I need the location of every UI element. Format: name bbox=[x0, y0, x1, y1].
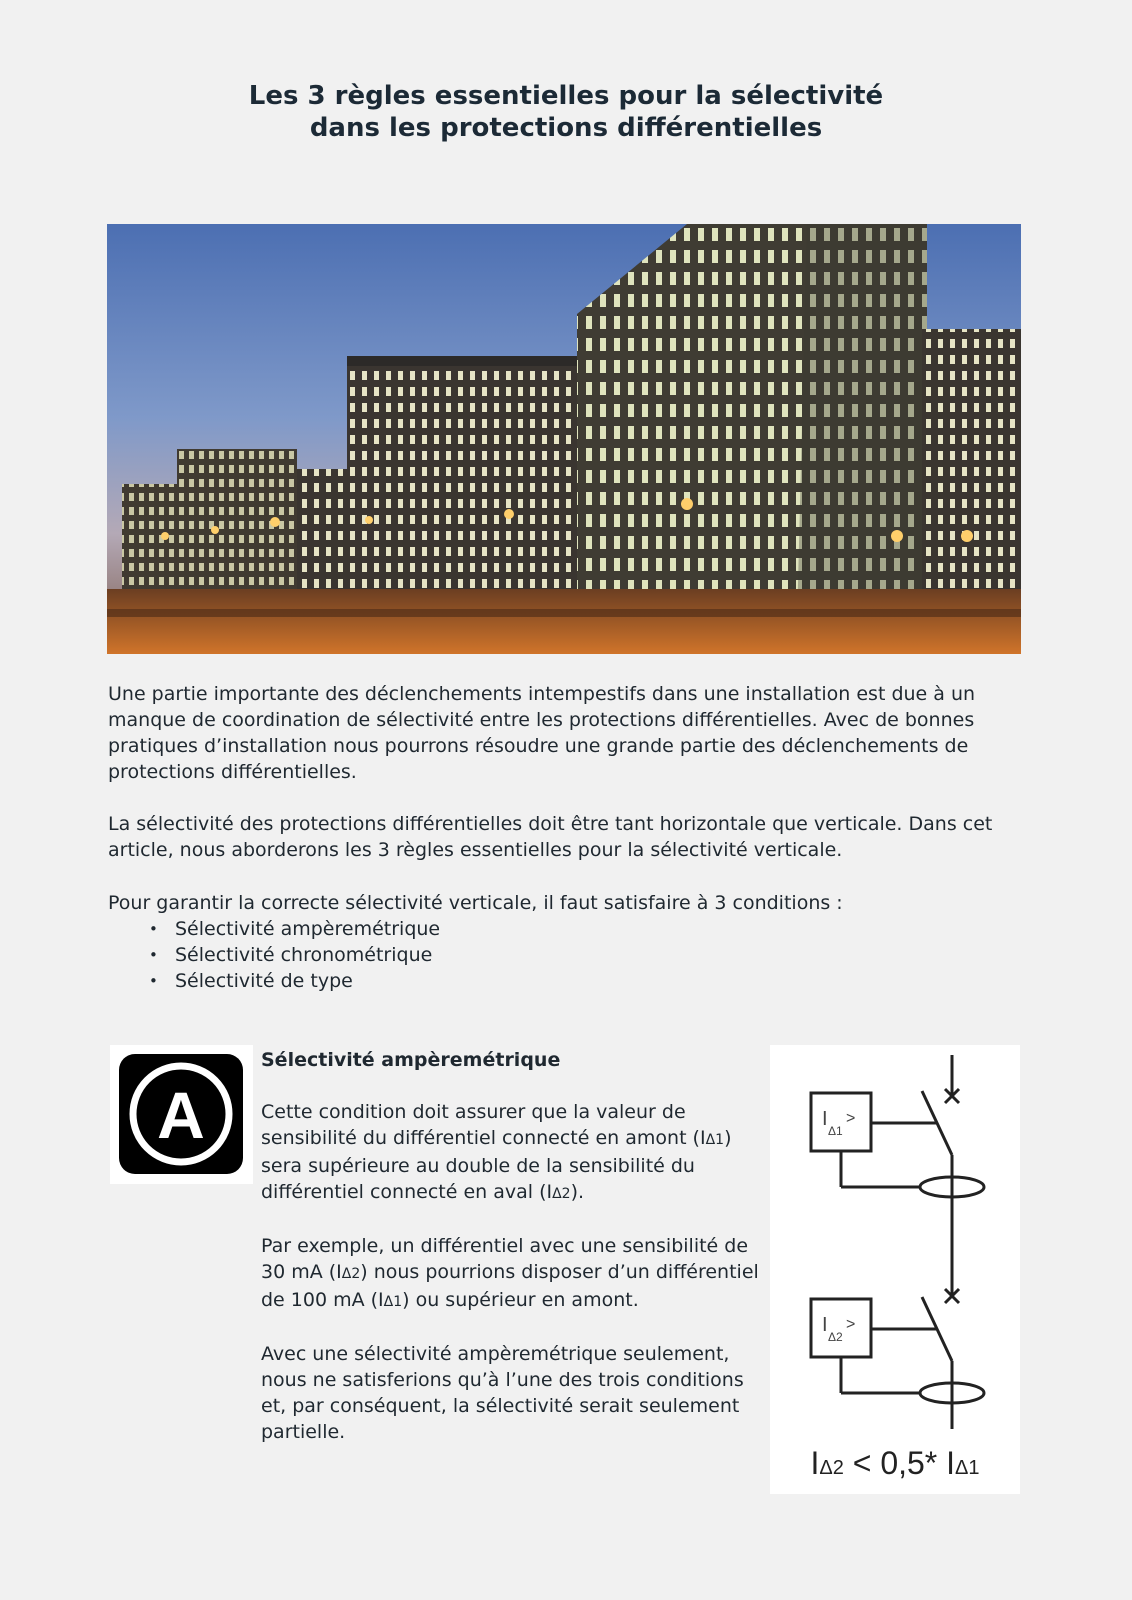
intro-paragraph-3 bbox=[108, 890, 1008, 994]
svg-text:>: > bbox=[846, 1110, 856, 1127]
section-paragraph-3: Avec une sélectivité ampèremétrique seulement, nous ne satisferions qu’à l’une des trois conditions et, par conséquent, la sélectivité serait seulement partielle. bbox=[261, 1343, 744, 1443]
section-amperemetric bbox=[261, 1047, 771, 1471]
circuit-schematic bbox=[770, 1045, 1020, 1445]
section-paragraph-1: Cette condition doit assurer que la valeur de sensibilité du différentiel connecté en amont (IΔ1) sera supérieure au double de la sensibilité du différentiel connecté en aval (IΔ2). bbox=[261, 1101, 732, 1203]
list-item: • Sélectivité chronométrique bbox=[175, 942, 1008, 968]
relay1-label: I bbox=[822, 1108, 828, 1130]
section-paragraph-2: Par exemple, un différentiel avec une sensibilité de 30 mA (IΔ2) nous pourrions disposer d’un différentiel de 100 mA (IΔ1) ou supérieur en amont. bbox=[261, 1235, 759, 1311]
relay1-sub: Δ1 bbox=[828, 1124, 843, 1138]
conditions-lead: Pour garantir la correcte sélectivité verticale, il faut satisfaire à 3 conditions : bbox=[108, 892, 843, 914]
svg-text:>: > bbox=[846, 1316, 856, 1333]
conditions-list bbox=[108, 916, 1008, 994]
selectivity-circuit-diagram bbox=[770, 1045, 1020, 1494]
title-line-2: dans les protections différentielles bbox=[309, 113, 823, 143]
amperemetric-a-icon bbox=[110, 1045, 253, 1184]
selectivity-formula: IΔ2 < 0,5* IΔ1 bbox=[810, 1445, 980, 1481]
icon-letter: A bbox=[157, 1078, 205, 1152]
intro-paragraph-2: La sélectivité des protections différentielles doit être tant horizontale que verticale. Dans cet article, nous aborderons les 3 règles essentielles pour la sélectivité verticale. bbox=[108, 813, 993, 861]
section-heading: Sélectivité ampèremétrique bbox=[261, 1049, 561, 1071]
list-item: • Sélectivité ampèremétrique bbox=[175, 916, 1008, 942]
list-item: • Sélectivité de type bbox=[175, 968, 1008, 994]
relay2-sub: Δ2 bbox=[828, 1330, 843, 1344]
title-line-1: Les 3 règles essentielles pour la sélectivité bbox=[248, 81, 884, 111]
intro-paragraph-1: Une partie importante des déclenchements intempestifs dans une installation est due à un manque de coordination de sélectivité entre les protections différentielles. Avec de bonnes pratiques d’installation nous pourrons résoudre une grande partie des déclenchements de protections différentielles. bbox=[108, 683, 976, 783]
page-title bbox=[0, 80, 1132, 144]
relay2-label: I bbox=[822, 1314, 828, 1336]
hero-image-office-buildings bbox=[107, 224, 1021, 654]
